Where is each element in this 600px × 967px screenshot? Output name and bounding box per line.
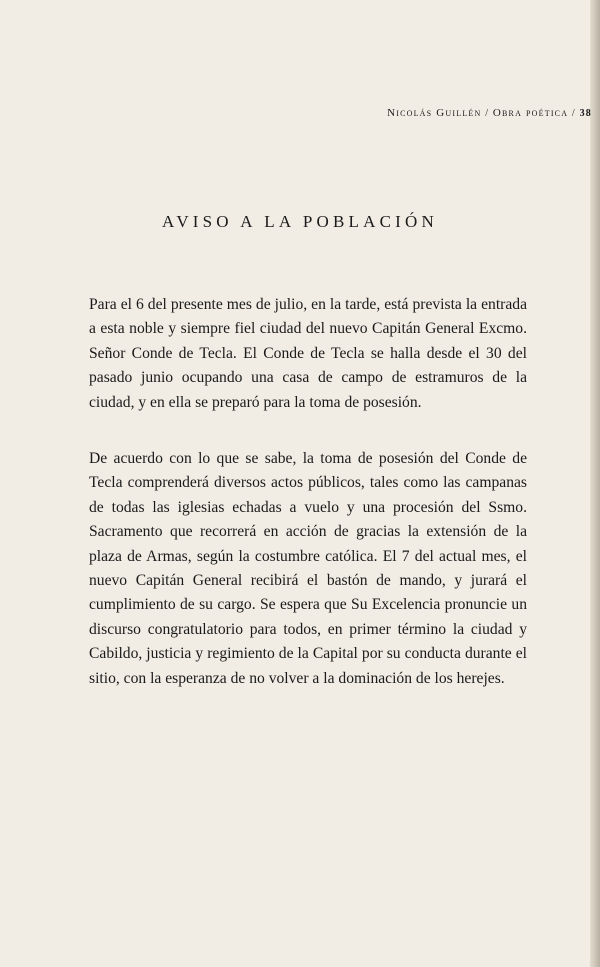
header-work: Obra poética [492, 107, 569, 119]
header-author: Nicolás Guillén [387, 107, 482, 119]
running-head [387, 107, 592, 119]
document-title: AVISO A LA POBLACIÓN [162, 212, 438, 231]
page-number: 38 [579, 108, 592, 119]
paragraph-2: De acuerdo con lo que se sabe, la toma de posesión del Conde de Tecla comprenderá diversos actos públicos, tales como las campanas de todas las iglesias echadas a vuelo y una procesión del Ssmo. Sacramento que recorrerá en acción de gracias la extensión de la plaza de Armas, según la costumbre católica. El 7 del actual mes, el nuevo Capitán General recibirá el bastón de mando, y jurará el cumplimiento de su cargo. Se espera que Su Excelencia pronuncie un discurso congratulatorio para todos, en primer término la ciudad y Cabildo, justicia y regimiento de la Capital por su conducta durante el sitio, con la esperanza de no volver a la dominación de los herejes. [89, 450, 527, 687]
page-edge [590, 0, 600, 967]
header-separator-2: / [571, 108, 576, 119]
paragraph-1: Para el 6 del presente mes de julio, en la tarde, está prevista la entrada a esta noble y siempre fiel ciudad del nuevo Capitán General Excmo. Señor Conde de Tecla. El Conde de Tecla se halla desde el 30 del pasado junio ocupando una casa de campo de estramuros de la ciudad, y en ella se preparó para la toma de posesión. [89, 296, 527, 411]
header-separator: / [485, 108, 490, 119]
